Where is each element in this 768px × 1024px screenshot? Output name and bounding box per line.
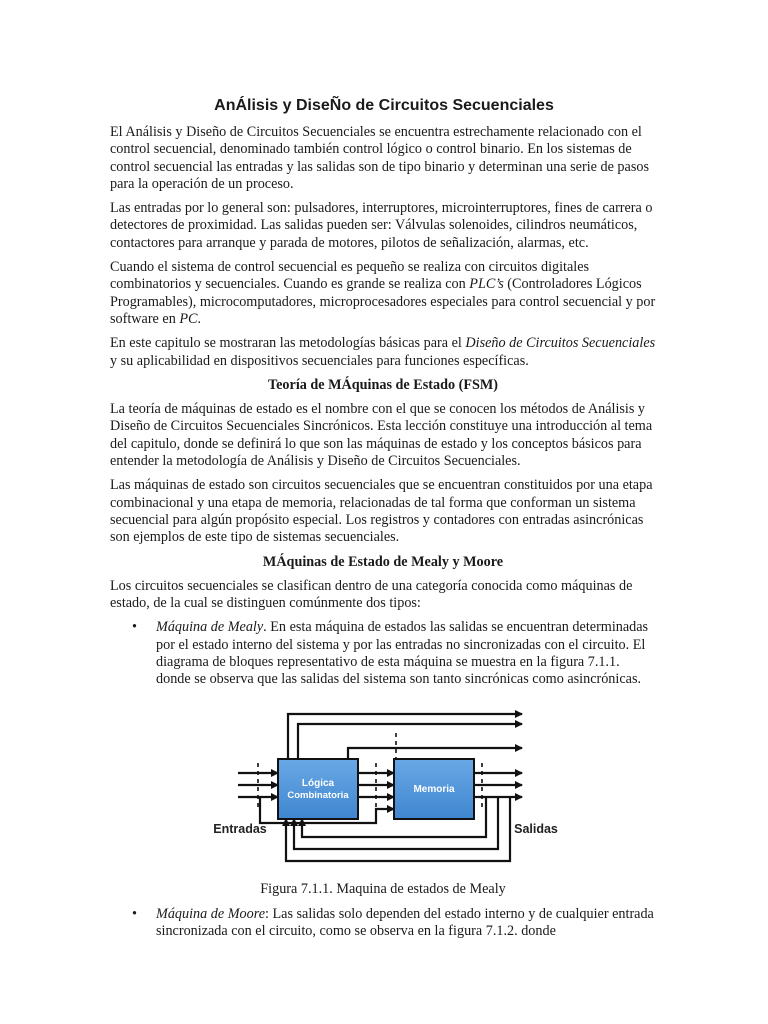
figure-mealy-diagram (110, 693, 656, 879)
logic-block-label-line1: Lógica (301, 777, 335, 789)
emphasis-design: Diseño de Circuitos Secuenciales (465, 335, 656, 352)
paragraph-implementation (110, 259, 656, 328)
paragraph-classification: Los circuitos secuenciales se clasifican dentro de una categoría conocida como máquinas de estado, de la cual se distinguen comúnmente dos tipos: (110, 577, 633, 612)
list-item-moore (110, 906, 656, 941)
memory-block-label: Memoria (413, 783, 455, 795)
logic-block (278, 759, 358, 819)
heading-mealy-moore: MÁquinas de Estado de Mealy y Moore (262, 553, 504, 570)
list-item-text: : Las salidas solo dependen del estado interno y de cualquier entrada sincronizada con el circuito, como se observa en la figura 7.1.2. donde (156, 905, 654, 940)
term-moore: Máquina de Moore (156, 905, 266, 922)
figure-caption: Figura 7.1.1. Maquina de estados de Mealy (260, 880, 506, 897)
term-mealy: Máquina de Mealy (156, 619, 264, 636)
text-span: . (197, 310, 202, 327)
emphasis-pc: PC (179, 310, 198, 327)
paragraph-inputs-outputs: Las entradas por lo general son: pulsadores, interruptores, microinterruptores, fines de carrera o detectores de proximidad. Las salidas pueden ser: Válvulas solenoides, cilindros neumáticos, contactores para arranque y parada de motores, pilotos de señalización, alarmas, etc. (110, 200, 653, 251)
list-item-text: . En esta máquina de estados las salidas se encuentran determinadas por el estado interno del sistema y por las entradas no sincronizadas con el circuito. El diagrama de bloques representativo de esta máquina se muestra en la figura 7.1.1. donde se observa que las salidas del sistema son tanto sincrónicas como asincrónicas. (156, 619, 649, 688)
machine-type-list-cont (110, 906, 656, 941)
mealy-block-diagram (110, 693, 656, 879)
logic-block-label-line2: Combinatoria (287, 789, 349, 801)
text-span: En este capitulo se mostraran las metodologías básicas para el (110, 335, 466, 352)
inputs-label: Entradas (213, 821, 267, 836)
document-body (110, 124, 656, 945)
paragraph-fsm-definition: Las máquinas de estado son circuitos secuenciales que se encuentran constituidos por una etapa combinacional y una etapa de memoria, relacionadas de tal forma que conforman un sistema secuencial para algún propósito especial. Los registros y contadores con entradas asincrónicas son ejemplos de este tipo de sistemas secuenciales. (110, 477, 653, 546)
text-span: y su aplicabilidad en dispositivos secuenciales para funciones específicas. (110, 352, 529, 369)
paragraph-intro: El Análisis y Diseño de Circuitos Secuenciales se encuentra estrechamente relacionado con el control secuencial, denominado también control lógico o control binario. En los sistemas de control secuencial las entradas y las salidas son de tipo binario y determinan una serie de pasos para la operación de un proceso. (110, 124, 649, 192)
page-title: AnÁlisis y DiseÑo de Circuitos Secuenciales (214, 97, 554, 114)
bullet-icon: • (132, 905, 137, 922)
paragraph-chapter-scope (110, 335, 656, 370)
text-span: Cuando el sistema de control secuencial es pequeño se realiza con circuitos digitales combinatorios y secuenciales. Cuando es grande se realiza con (110, 259, 590, 293)
list-item-mealy (110, 619, 656, 688)
emphasis-plc: PLC’s (469, 276, 504, 293)
paragraph-fsm-theory: La teoría de máquinas de estado es el nombre con el que se conocen los métodos de Análisis y Diseño de Circuitos Secuenciales Sincrónicos. Esta lección constituye una introducción al tema del capitulo, donde se definirá lo que son las máquinas de estado y los conceptos básicos para entender la metodología de Análisis y Diseño de Circuitos Secuenciales. (110, 401, 653, 470)
bullet-icon: • (132, 619, 137, 636)
text-span: (Controladores Lógicos Programables), microcomputadores, microprocesadores especiales para control secuencial y por software en (110, 276, 656, 327)
machine-type-list (110, 619, 656, 688)
heading-fsm-theory: Teoría de MÁquinas de Estado (FSM) (267, 376, 499, 393)
outputs-label: Salidas (514, 821, 558, 836)
